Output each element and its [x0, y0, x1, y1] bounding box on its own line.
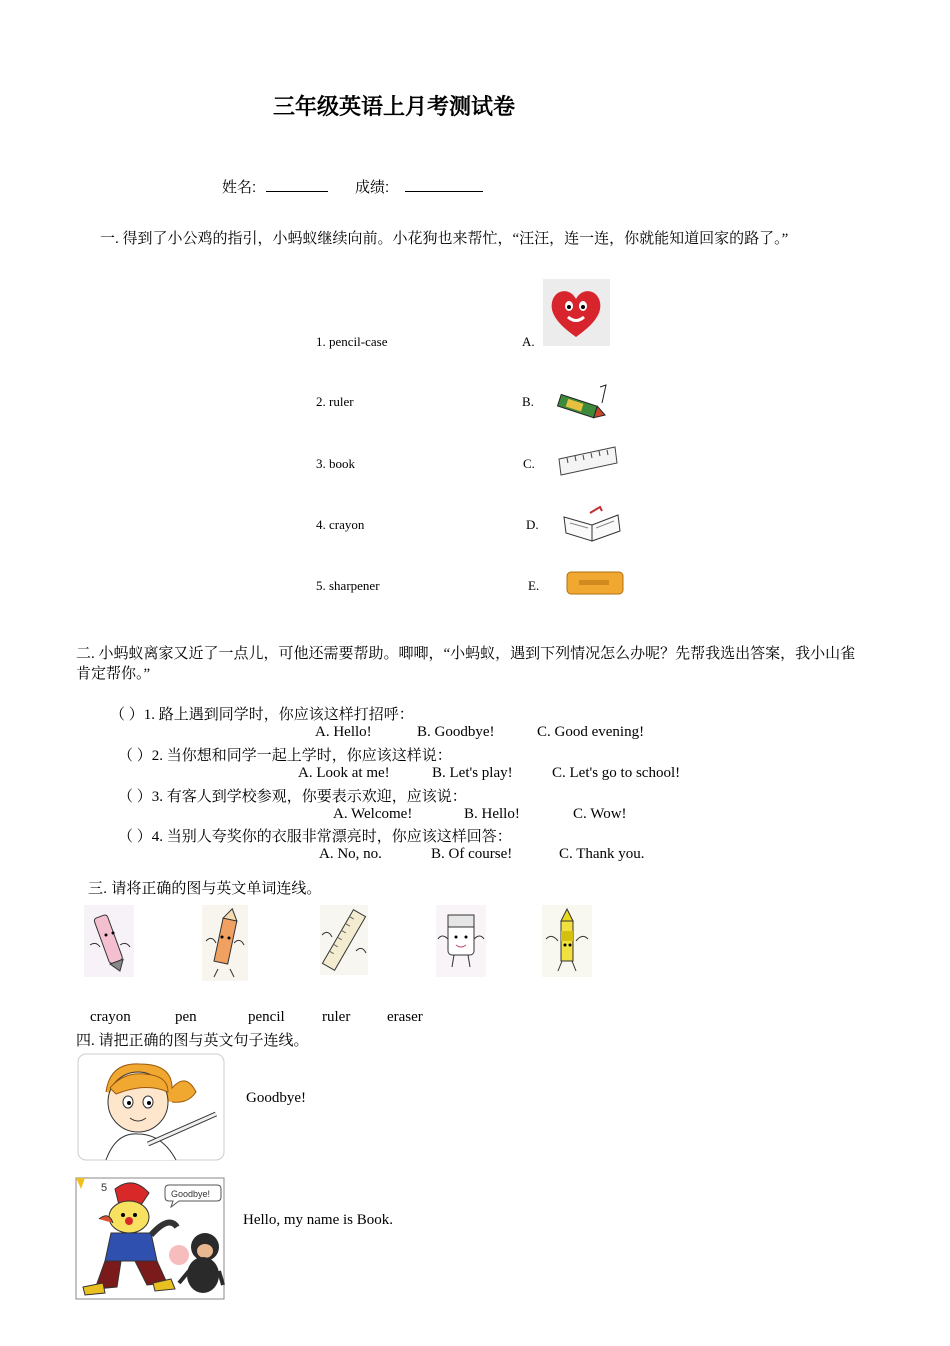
question-text: （ ）2. 当你想和同学一起上学时，你应该这样说：	[118, 748, 452, 764]
speech-bubble-text: Goodbye!	[171, 1189, 211, 1199]
match-word: pen	[175, 1009, 197, 1025]
name-label: 姓名:	[222, 179, 257, 196]
heart-sharpener-picture	[543, 279, 610, 346]
score-field	[355, 176, 483, 197]
pencil-character-picture	[202, 905, 248, 981]
section4-heading: 四. 请把正确的图与英文句子连线。	[76, 1033, 309, 1049]
eraser-character-picture	[436, 905, 486, 977]
word-item: 4. crayon	[316, 517, 365, 532]
pencil-case-picture	[565, 568, 625, 598]
name-field	[222, 176, 328, 197]
section3-heading: 三. 请将正确的图与英文单词连线。	[88, 880, 322, 897]
word-item: 1. pencil-case	[316, 334, 388, 349]
answer-option: A. Hello!	[315, 724, 372, 740]
crayon-picture	[552, 383, 612, 428]
match-word: pencil	[248, 1009, 285, 1025]
answer-option: B. Hello!	[464, 806, 520, 822]
answer-option: C. Let's go to school!	[552, 765, 681, 781]
score-label: 成绩:	[355, 179, 390, 196]
option-letter: A.	[522, 334, 535, 349]
section2-heading-line2: 肯定帮你。”	[76, 666, 151, 682]
question-text: （ ）1. 路上遇到同学时，你应该这样打招呼：	[110, 707, 414, 723]
sentence: Hello, my name is Book.	[243, 1212, 393, 1228]
sentence: Goodbye!	[246, 1090, 306, 1106]
crayon-character-picture	[542, 905, 592, 977]
word-item: 3. book	[316, 456, 355, 471]
pen-character-picture	[84, 905, 134, 977]
option-letter: D.	[526, 517, 539, 532]
girl-with-pencil-picture	[76, 1052, 226, 1162]
ruler-character-picture	[320, 905, 368, 975]
score-blank[interactable]	[405, 177, 483, 192]
book-picture	[560, 503, 624, 545]
answer-option: C. Good evening!	[537, 724, 645, 740]
question-text: （ ）4. 当别人夸奖你的衣服非常漂亮时，你应该这样回答：	[118, 829, 512, 845]
option-letter: B.	[522, 394, 534, 409]
option-letter: E.	[528, 578, 540, 593]
word-item: 2. ruler	[316, 394, 354, 409]
match-word: crayon	[90, 1009, 131, 1025]
section2-heading-line1: 二. 小蚂蚁离家又近了一点儿，可他还需要帮助。唧唧，“小蚂蚁，遇到下列情况怎么办呢？先帮我选出答案，我小山雀	[76, 646, 856, 662]
page-title: 三年级英语上月考测试卷	[273, 94, 516, 119]
answer-option: A. Welcome!	[333, 806, 413, 822]
answer-option: A. Look at me!	[298, 765, 390, 781]
answer-option: B. Let's play!	[432, 765, 513, 781]
section1-heading: 一. 得到了小公鸡的指引，小蚂蚁继续向前。小花狗也来帮忙，“汪汪，连一连，你就能知道回家的路了。”	[100, 231, 789, 247]
match-word: ruler	[322, 1009, 351, 1025]
option-letter: C.	[523, 456, 535, 471]
ruler-picture	[557, 445, 619, 477]
answer-option: B. Goodbye!	[417, 724, 495, 740]
match-word: eraser	[387, 1009, 423, 1025]
answer-option: B. Of course!	[431, 846, 513, 862]
answer-option: C. Thank you.	[559, 846, 645, 862]
clown-monkey-picture	[73, 1175, 227, 1302]
page-number: 5	[101, 1182, 108, 1194]
answer-option: A. No, no.	[319, 846, 382, 862]
answer-option: C. Wow!	[573, 806, 627, 822]
question-text: （ ）3. 有客人到学校参观，你要表示欢迎，应该说：	[118, 789, 467, 805]
name-blank[interactable]	[266, 177, 328, 192]
word-item: 5. sharpener	[316, 578, 380, 593]
